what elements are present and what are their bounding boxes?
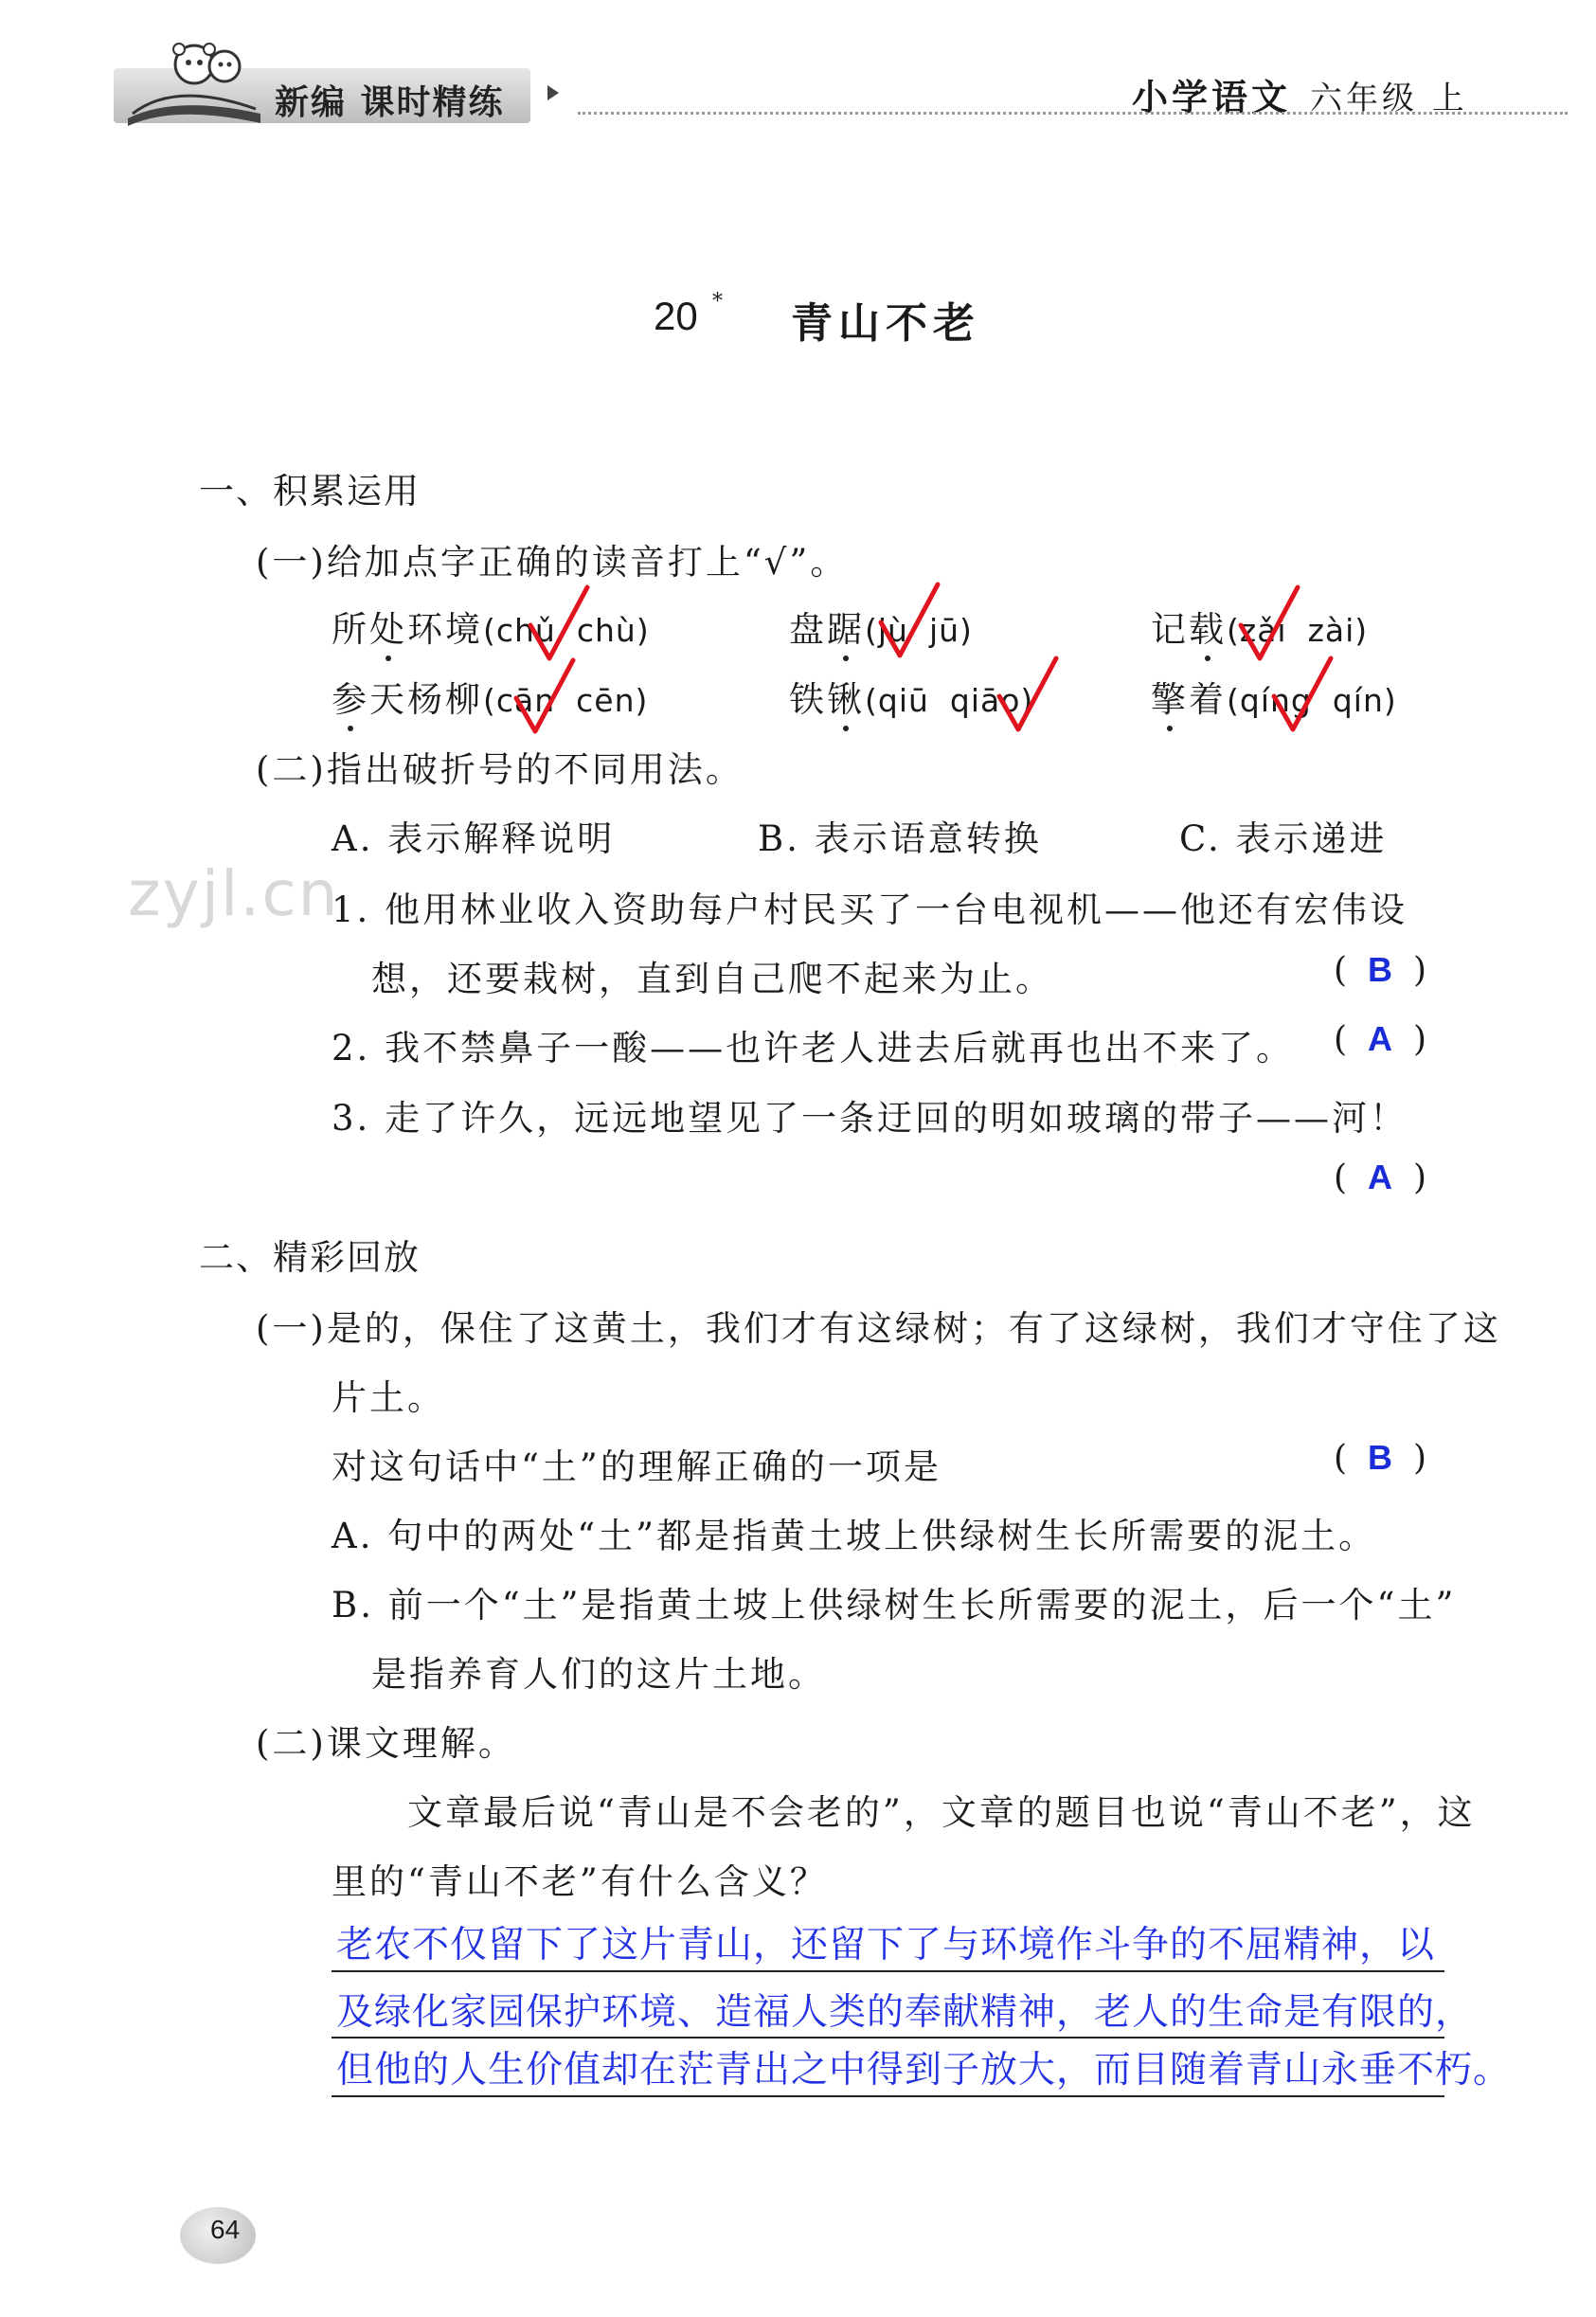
word: 盘踞 <box>789 609 865 650</box>
option-2: cēn) <box>576 682 649 719</box>
q1-line2: 想，还要栽树，直到自己爬不起来为止。 <box>371 959 1053 999</box>
option-1: (zǎi <box>1227 612 1287 649</box>
part2-label: (二)指出破折号的不同用法。 <box>256 749 744 790</box>
mc-answer: B <box>1368 1438 1393 1477</box>
mc-option-a: A. 句中的两处“土”都是指黄土坡上供绿树生长所需要的泥土。 <box>332 1516 1377 1556</box>
mc-question: 对这句话中“土”的理解正确的一项是 <box>332 1446 941 1487</box>
q3-answer: A <box>1368 1158 1393 1196</box>
header-dotted-line <box>578 112 1568 115</box>
passage-line1: (一)是的，保住了这黄土，我们才有这绿树；有了这绿树，我们才守住了这 <box>256 1308 1501 1349</box>
option-2: qín) <box>1332 682 1397 719</box>
header-grade: 六年级 上 <box>1310 80 1468 117</box>
option-b: B. 表示语意转换 <box>758 818 1042 859</box>
option-1: (jù <box>865 612 908 649</box>
option-2: zài) <box>1307 612 1369 649</box>
q1-answer: B <box>1368 950 1393 989</box>
answer-line3: 但他的人生价值却在茫青出之中得到子放大，而目随着青山永垂不朽。 <box>336 2049 1512 2092</box>
option-2: qiāo) <box>949 682 1034 719</box>
header-subject: 小学语文 <box>1132 77 1292 118</box>
answer-rule-2 <box>332 2037 1444 2039</box>
lesson-number: 20 <box>654 294 698 338</box>
answer-rule-1 <box>332 1970 1444 1972</box>
answer-line1: 老农不仅留下了这片青山，还留下了与环境作斗争的不屈精神，以 <box>336 1924 1436 1967</box>
word: 记载 <box>1151 609 1227 650</box>
check-mark-icon <box>995 654 1061 739</box>
q1-answer-box: ( B ) <box>1334 950 1427 990</box>
option-2: jū) <box>928 612 973 649</box>
option-1: (qiū <box>865 682 929 719</box>
lesson-star: * <box>712 290 723 314</box>
book-mascot-icon <box>118 28 270 128</box>
word: 所处环境 <box>332 609 483 650</box>
q2-answer-box: ( A ) <box>1334 1019 1427 1059</box>
word: 擎着 <box>1151 679 1227 720</box>
option-1: (qíng <box>1227 682 1312 719</box>
mc-option-b-line1: B. 前一个“土”是指黄土坡上供绿树生长所需要的泥土，后一个“土” <box>332 1585 1457 1625</box>
q2-text: 2. 我不禁鼻子一酸——也许老人进去后就再也出不来了。 <box>332 1028 1295 1069</box>
check-mark-icon <box>876 580 942 665</box>
option-c: C. 表示递进 <box>1179 818 1388 859</box>
word: 参天杨柳 <box>332 679 483 720</box>
answer-rule-3 <box>332 2095 1444 2097</box>
option-a: A. 表示解释说明 <box>332 818 616 859</box>
part-comprehension-label: (二)课文理解。 <box>256 1723 516 1764</box>
q3-answer-box: ( A ) <box>1334 1158 1427 1197</box>
q1-line1: 1. 他用林业收入资助每户村民买了一台电视机——他还有宏伟设 <box>332 889 1408 930</box>
section2-heading: 二、精彩回放 <box>199 1237 421 1278</box>
page-number: 64 <box>210 2215 241 2244</box>
watermark: zyjl.cn <box>128 857 340 930</box>
answer-line2: 及绿化家园保护环境、造福人类的奉献精神，老人的生命是有限的， <box>336 1991 1474 2034</box>
part1-label: (一)给加点字正确的读音打上“√”。 <box>256 542 849 583</box>
q3-text: 3. 走了许久，远远地望见了一条迂回的明如玻璃的带子——河！ <box>332 1098 1408 1139</box>
option-1: (chǔ <box>483 612 556 649</box>
header-arrow-icon <box>547 85 559 100</box>
header-series-title: 新编 课时精练 <box>275 83 505 122</box>
lesson-name: 青山不老 <box>791 299 980 348</box>
q2-answer: A <box>1368 1019 1393 1058</box>
mc-option-b-line2: 是指养育人们的这片土地。 <box>371 1654 826 1695</box>
check-mark-icon <box>1269 654 1336 739</box>
comprehension-q-line1: 文章最后说“青山是不会老的”，文章的题目也说“青山不老”，这 <box>407 1792 1476 1833</box>
option-2: chù) <box>576 612 650 649</box>
check-mark-icon <box>511 656 578 741</box>
section1-heading: 一、积累运用 <box>199 471 421 512</box>
pinyin-item-1 <box>332 601 650 652</box>
comprehension-q-line2: 里的“青山不老”有什么含义？ <box>332 1861 828 1902</box>
pinyin-item-4 <box>332 671 648 722</box>
mc-answer-box: ( B ) <box>1334 1438 1427 1478</box>
option-1: (cān <box>483 682 556 719</box>
word: 铁锹 <box>789 679 865 720</box>
passage-line2: 片土。 <box>332 1377 445 1418</box>
